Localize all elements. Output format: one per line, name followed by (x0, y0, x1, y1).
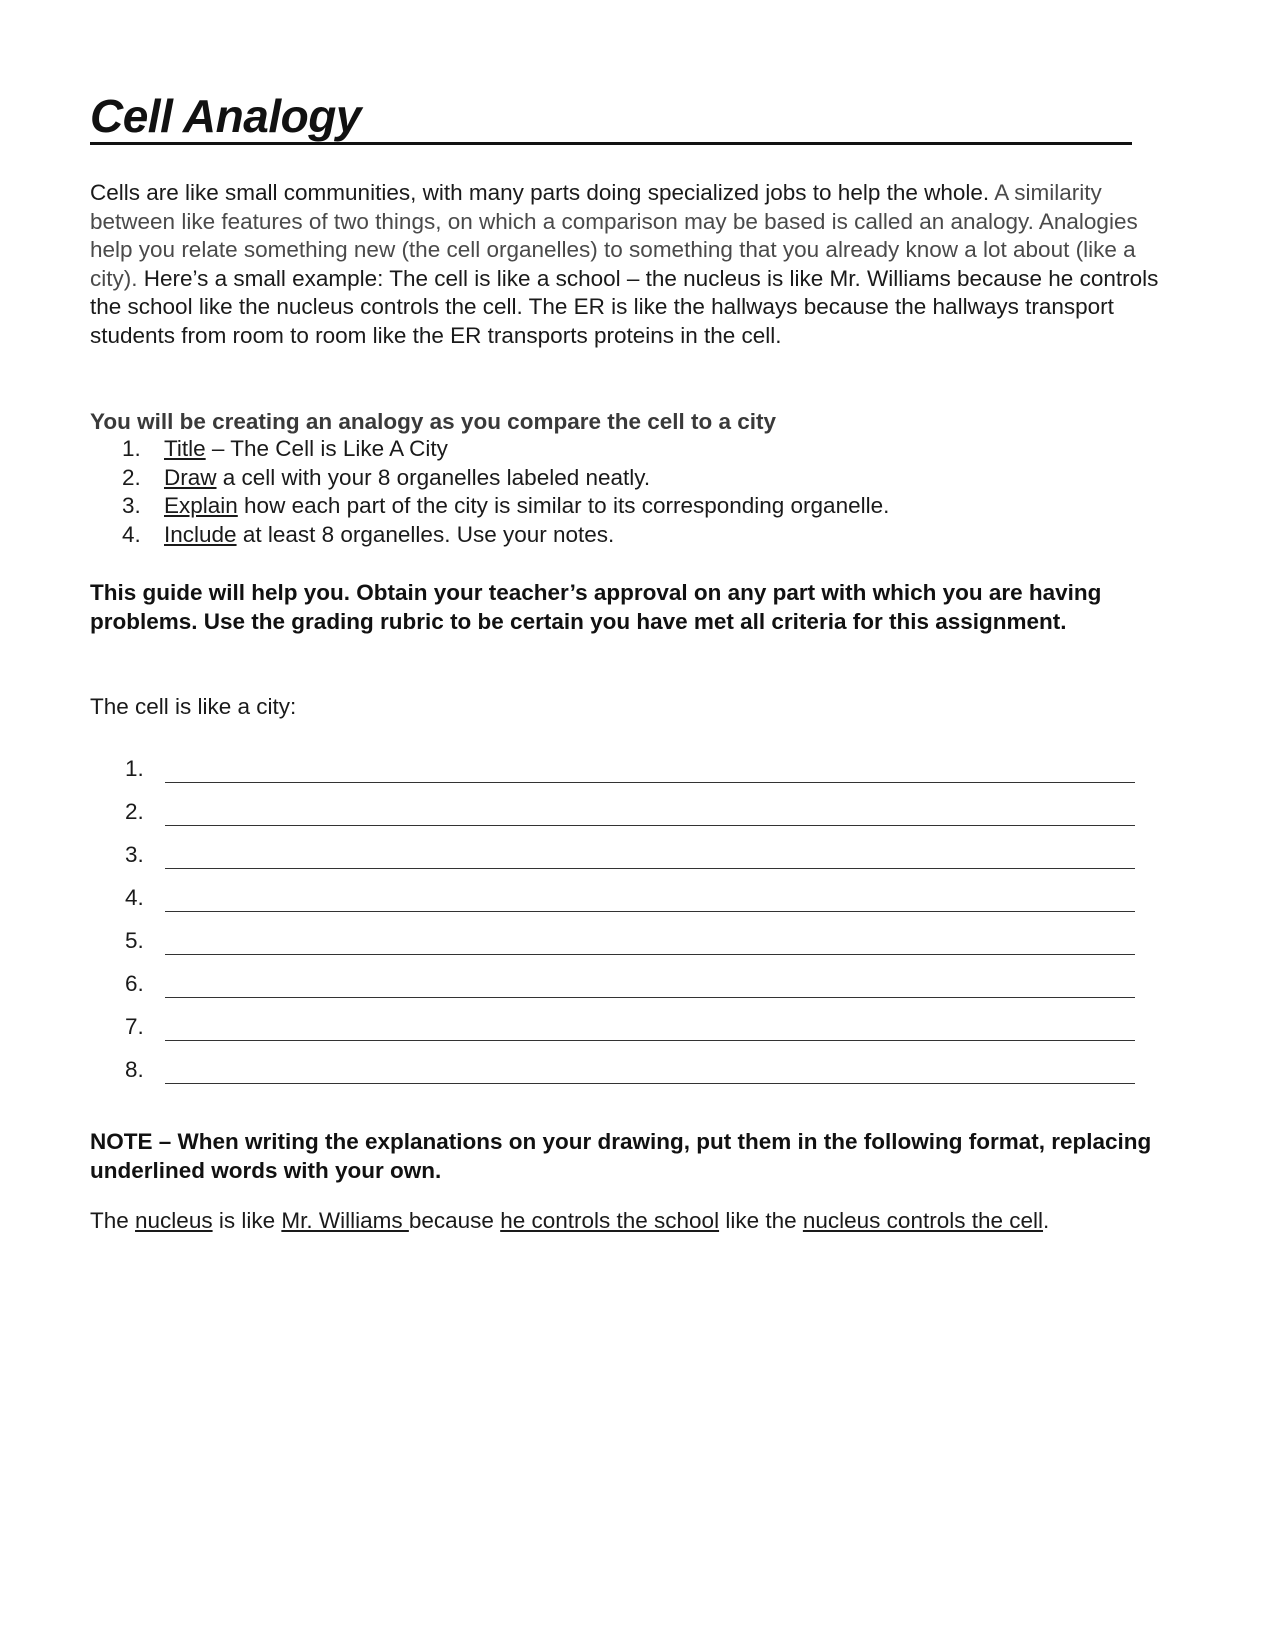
answer-number: 2. (125, 799, 144, 824)
example-text: like the (719, 1208, 803, 1233)
step-number: 2. (122, 464, 141, 490)
answer-row (125, 912, 1135, 955)
step-item (122, 464, 889, 493)
note-paragraph: NOTE – When writing the explanations on your drawing, put them in the following format, replacing underlined words with your own. (90, 1129, 1152, 1183)
city-lead-text: The cell is like a city: (90, 694, 297, 719)
answer-blank[interactable] (165, 1059, 1135, 1084)
answer-blank[interactable] (165, 887, 1135, 912)
example-underlined: nucleus (135, 1208, 213, 1233)
answer-blank[interactable] (165, 801, 1135, 826)
example-underlined: nucleus controls the cell (802, 1208, 1044, 1233)
step-number: 1. (122, 436, 141, 461)
answer-row (125, 740, 1135, 783)
steps-list (122, 435, 889, 549)
answer-number: 4. (125, 885, 144, 910)
intro-text-2: A similarity between like features of two things, on which a comparison may be based is called an analogy. Analogies help you relate something new (the cell organelles) to something that you already know a lot about (like a city). (90, 180, 1138, 291)
answer-row (125, 955, 1135, 998)
step-text: a cell with your 8 organelles labeled neatly. (216, 464, 651, 490)
answer-number: 7. (125, 1014, 144, 1039)
answer-blank[interactable] (165, 930, 1135, 955)
step-item (122, 521, 889, 550)
answer-row (125, 826, 1135, 869)
step-number: 4. (122, 521, 141, 547)
answer-number: 5. (125, 928, 144, 953)
answer-lines (125, 740, 1135, 1084)
answer-blank[interactable] (165, 844, 1135, 869)
step-number: 3. (122, 493, 141, 518)
step-keyword: Include (164, 521, 237, 547)
example-text: The (90, 1208, 136, 1233)
step-text: – The Cell is Like A City (205, 436, 448, 461)
answer-number: 8. (125, 1057, 144, 1082)
page-title: Cell Analogy (90, 90, 361, 142)
answer-number: 3. (125, 842, 144, 867)
example-underlined: he controls the school (500, 1208, 720, 1233)
answer-number: 1. (125, 756, 144, 781)
answer-blank[interactable] (165, 1016, 1135, 1041)
step-keyword: Draw (164, 464, 217, 490)
step-text: how each part of the city is similar to its corresponding organelle. (237, 493, 890, 518)
intro-paragraph (90, 179, 1170, 350)
answer-number: 6. (125, 971, 144, 996)
answer-row (125, 1041, 1135, 1084)
intro-text-1: Cells are like small communities, with many parts doing specialized jobs to help the whole. (90, 180, 995, 205)
example-underlined: Mr. Williams (281, 1208, 409, 1233)
answer-blank[interactable] (165, 973, 1135, 998)
answer-blank[interactable] (165, 758, 1135, 783)
intro-text-3: Here’s a small example: The cell is like a school – the nucleus is like Mr. Williams because he controls the school like the nucleus controls the cell. The ER is like the hallways because the hallways transport students from room to room like the ER transports proteins in the cell. (90, 265, 1159, 348)
step-keyword: Title (164, 436, 206, 461)
guide-paragraph: This guide will help you. Obtain your teacher’s approval on any part with which you are having problems. Use the grading rubric to be certain you have met all criteria for this assignment. (90, 580, 1102, 634)
example-text: . (1043, 1208, 1050, 1233)
example-sentence (90, 1207, 1170, 1236)
step-text: at least 8 organelles. Use your notes. (236, 521, 615, 547)
answer-row (125, 869, 1135, 912)
example-text: because (408, 1208, 501, 1233)
step-item (122, 492, 889, 521)
step-keyword: Explain (164, 493, 238, 518)
example-text: is like (212, 1208, 282, 1233)
answer-row (125, 783, 1135, 826)
title-rule (90, 90, 1132, 145)
step-item (122, 435, 889, 464)
instructions-heading: You will be creating an analogy as you compare the cell to a city (90, 409, 777, 434)
answer-row (125, 998, 1135, 1041)
